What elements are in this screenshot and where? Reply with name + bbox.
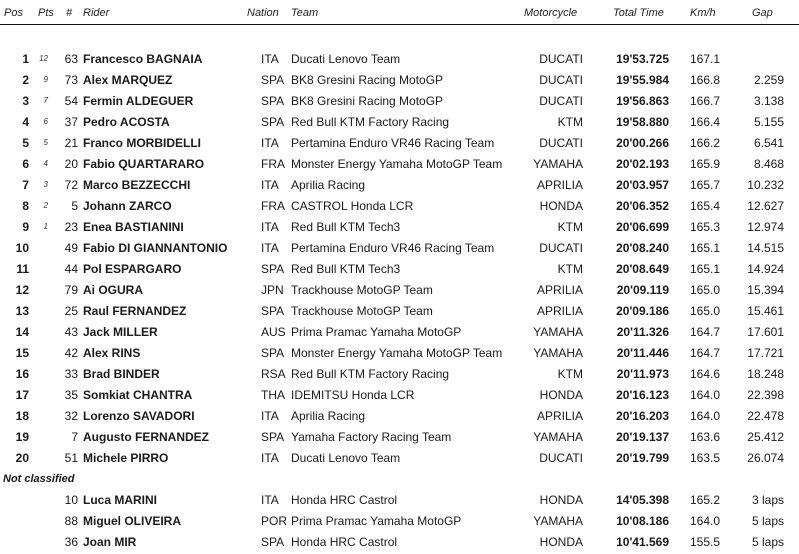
team-cell: Honda HRC Castrol	[291, 493, 398, 507]
speed-cell: 163.6	[690, 430, 721, 444]
motorcycle-cell: HONDA	[539, 535, 583, 549]
position-cell: 2	[22, 73, 29, 87]
rider-number-cell: 23	[64, 220, 78, 234]
nation-cell: ITA	[261, 136, 279, 150]
rider-name-cell: Miguel OLIVEIRA	[83, 514, 182, 528]
rider-name-cell: Pol ESPARGARO	[83, 262, 182, 276]
nation-cell: SPA	[261, 73, 285, 87]
header-team: Team	[291, 7, 319, 19]
rider-name-cell: Somkiat CHANTRA	[83, 388, 193, 402]
gap-cell: 15.394	[747, 283, 784, 297]
speed-cell: 164.6	[690, 367, 721, 381]
team-cell: Pertamina Enduro VR46 Racing Team	[291, 136, 495, 150]
rider-number-cell: 36	[64, 535, 78, 549]
motorcycle-cell: KTM	[557, 367, 583, 381]
position-cell: 4	[22, 115, 29, 129]
nation-cell: SPA	[261, 304, 285, 318]
rider-name-cell: Johann ZARCO	[83, 199, 172, 213]
motorcycle-cell: APRILIA	[536, 409, 583, 423]
nation-cell: ITA	[261, 241, 279, 255]
motorcycle-cell: APRILIA	[536, 283, 583, 297]
rider-name-cell: Ai OGURA	[83, 283, 143, 297]
header-divider	[0, 24, 799, 25]
nation-cell: ITA	[261, 451, 279, 465]
gap-cell: 25.412	[747, 430, 784, 444]
rider-name-cell: Alex RINS	[83, 346, 141, 360]
total-time-cell: 20'11.326	[616, 325, 669, 339]
nation-cell: ITA	[261, 178, 279, 192]
gap-cell: 3.138	[753, 94, 784, 108]
gap-cell: 5.155	[753, 115, 784, 129]
motorcycle-cell: YAMAHA	[533, 346, 583, 360]
total-time-cell: 20'16.203	[616, 409, 669, 423]
team-cell: Red Bull KTM Factory Racing	[291, 367, 450, 381]
motorcycle-cell: HONDA	[539, 199, 583, 213]
team-cell: Ducati Lenovo Team	[291, 52, 401, 66]
rider-number-cell: 37	[64, 115, 78, 129]
points-cell: 2	[43, 201, 48, 210]
nation-cell: ITA	[261, 220, 279, 234]
gap-cell: 8.468	[753, 157, 784, 171]
rider-name-cell: Augusto FERNANDEZ	[83, 430, 209, 444]
rider-number-cell: 10	[64, 493, 78, 507]
motorcycle-cell: HONDA	[539, 388, 583, 402]
gap-cell: 6.541	[753, 136, 784, 150]
position-cell: 10	[15, 241, 29, 255]
team-cell: Honda HRC Castrol	[291, 535, 398, 549]
team-cell: Trackhouse MotoGP Team	[291, 283, 433, 297]
rider-number-cell: 5	[71, 199, 78, 213]
rider-name-cell: Fabio QUARTARARO	[83, 157, 205, 171]
speed-cell: 166.7	[690, 94, 721, 108]
points-cell: 5	[43, 138, 48, 147]
total-time-cell: 20'09.186	[616, 304, 669, 318]
total-time-cell: 20'08.240	[616, 241, 669, 255]
total-time-cell: 19'53.725	[616, 52, 669, 66]
gap-cell: 17.601	[747, 325, 784, 339]
total-time-cell: 20'19.799	[616, 451, 669, 465]
rider-number-cell: 88	[64, 514, 78, 528]
motorcycle-cell: YAMAHA	[533, 325, 583, 339]
team-cell: Aprilia Racing	[291, 178, 366, 192]
position-cell: 14	[15, 325, 29, 339]
motorcycle-cell: KTM	[557, 115, 583, 129]
points-cell: 12	[39, 54, 48, 63]
rider-name-cell: Franco MORBIDELLI	[83, 136, 202, 150]
motorcycle-cell: KTM	[557, 262, 583, 276]
speed-cell: 165.0	[690, 283, 721, 297]
team-cell: Aprilia Racing	[291, 409, 366, 423]
nation-cell: POR	[261, 514, 288, 528]
speed-cell: 165.1	[690, 241, 721, 255]
rider-number-cell: 51	[64, 451, 78, 465]
position-cell: 7	[22, 178, 29, 192]
not-classified-heading: Not classified	[3, 473, 75, 485]
total-time-cell: 20'19.137	[616, 430, 669, 444]
header-motorcycle: Motorcycle	[524, 7, 578, 19]
team-cell: CASTROL Honda LCR	[291, 199, 414, 213]
team-cell: Monster Energy Yamaha MotoGP Team	[291, 157, 503, 171]
total-time-cell: 20'06.699	[616, 220, 669, 234]
rider-number-cell: 79	[64, 283, 78, 297]
rider-name-cell: Raul FERNANDEZ	[83, 304, 187, 318]
rider-number-cell: 42	[64, 346, 78, 360]
speed-cell: 165.2	[690, 493, 721, 507]
nation-cell: AUS	[261, 325, 286, 339]
position-cell: 9	[22, 220, 29, 234]
team-cell: Prima Pramac Yamaha MotoGP	[291, 514, 462, 528]
speed-cell: 164.7	[690, 325, 721, 339]
total-time-cell: 19'56.863	[616, 94, 669, 108]
nation-cell: SPA	[261, 535, 285, 549]
motorcycle-cell: YAMAHA	[533, 430, 583, 444]
rider-name-cell: Pedro ACOSTA	[83, 115, 170, 129]
motorcycle-cell: DUCATI	[539, 73, 583, 87]
gap-cell: 3 laps	[751, 493, 784, 507]
speed-cell: 164.0	[690, 388, 721, 402]
nation-cell: SPA	[261, 346, 285, 360]
total-time-cell: 20'00.266	[616, 136, 669, 150]
position-cell: 5	[22, 136, 29, 150]
motorcycle-cell: APRILIA	[536, 304, 583, 318]
rider-number-cell: 72	[64, 178, 78, 192]
total-time-cell: 19'55.984	[616, 73, 669, 87]
total-time-cell: 14'05.398	[616, 493, 669, 507]
speed-cell: 155.5	[690, 535, 721, 549]
rider-number-cell: 35	[64, 388, 78, 402]
total-time-cell: 10'41.569	[616, 535, 669, 549]
position-cell: 19	[15, 430, 29, 444]
nation-cell: SPA	[261, 262, 285, 276]
nation-cell: ITA	[261, 52, 279, 66]
team-cell: BK8 Gresini Racing MotoGP	[291, 94, 444, 108]
speed-cell: 165.9	[690, 157, 721, 171]
speed-cell: 163.5	[690, 451, 721, 465]
gap-cell: 2.259	[753, 73, 784, 87]
gap-cell: 14.924	[747, 262, 784, 276]
gap-cell: 17.721	[747, 346, 784, 360]
points-cell: 4	[43, 159, 48, 168]
header-gap: Gap	[752, 7, 773, 19]
nation-cell: ITA	[261, 409, 279, 423]
nation-cell: SPA	[261, 115, 285, 129]
gap-cell: 22.398	[747, 388, 784, 402]
nation-cell: FRA	[261, 157, 285, 171]
nation-cell: THA	[261, 388, 285, 402]
gap-cell: 26.074	[747, 451, 784, 465]
position-cell: 1	[22, 52, 29, 66]
gap-cell: 12.974	[747, 220, 784, 234]
position-cell: 13	[15, 304, 29, 318]
speed-cell: 164.0	[690, 514, 721, 528]
motorcycle-cell: DUCATI	[539, 94, 583, 108]
team-cell: Prima Pramac Yamaha MotoGP	[291, 325, 462, 339]
motorcycle-cell: YAMAHA	[533, 514, 583, 528]
total-time-cell: 20'03.957	[616, 178, 669, 192]
gap-cell: 12.627	[747, 199, 784, 213]
position-cell: 12	[15, 283, 29, 297]
rider-name-cell: Brad BINDER	[83, 367, 160, 381]
speed-cell: 165.0	[690, 304, 721, 318]
position-cell: 18	[15, 409, 29, 423]
gap-cell: 22.478	[747, 409, 784, 423]
speed-cell: 166.8	[690, 73, 721, 87]
speed-cell: 165.1	[690, 262, 721, 276]
rider-number-cell: 32	[64, 409, 78, 423]
team-cell: BK8 Gresini Racing MotoGP	[291, 73, 444, 87]
points-cell: 7	[43, 96, 48, 105]
motorcycle-cell: DUCATI	[539, 52, 583, 66]
total-time-cell: 20'16.123	[616, 388, 669, 402]
speed-cell: 164.0	[690, 409, 721, 423]
gap-cell: 10.232	[747, 178, 784, 192]
team-cell: IDEMITSU Honda LCR	[291, 388, 415, 402]
rider-name-cell: Enea BASTIANINI	[83, 220, 184, 234]
position-cell: 15	[15, 346, 29, 360]
rider-number-cell: 49	[64, 241, 78, 255]
nation-cell: ITA	[261, 493, 279, 507]
points-cell: 3	[43, 180, 48, 189]
header-nation: Nation	[247, 7, 279, 19]
header-pos: Pos	[4, 7, 23, 19]
points-cell: 1	[43, 222, 48, 231]
motorcycle-cell: YAMAHA	[533, 157, 583, 171]
nation-cell: RSA	[261, 367, 286, 381]
position-cell: 8	[22, 199, 29, 213]
rider-number-cell: 63	[64, 52, 78, 66]
nation-cell: FRA	[261, 199, 285, 213]
total-time-cell: 20'06.352	[616, 199, 669, 213]
team-cell: Monster Energy Yamaha MotoGP Team	[291, 346, 503, 360]
position-cell: 6	[22, 157, 29, 171]
gap-cell: 5 laps	[751, 535, 784, 549]
nation-cell: SPA	[261, 94, 285, 108]
position-cell: 20	[15, 451, 29, 465]
team-cell: Yamaha Factory Racing Team	[291, 430, 452, 444]
total-time-cell: 20'11.973	[616, 367, 669, 381]
motorcycle-cell: APRILIA	[536, 178, 583, 192]
team-cell: Red Bull KTM Factory Racing	[291, 115, 450, 129]
speed-cell: 166.4	[690, 115, 721, 129]
gap-cell: 5 laps	[751, 514, 784, 528]
rider-name-cell: Alex MARQUEZ	[83, 73, 173, 87]
total-time-cell: 20'08.649	[616, 262, 669, 276]
rider-number-cell: 21	[64, 136, 78, 150]
rider-name-cell: Fermin ALDEGUER	[83, 94, 194, 108]
speed-cell: 165.4	[690, 199, 721, 213]
team-cell: Pertamina Enduro VR46 Racing Team	[291, 241, 495, 255]
team-cell: Ducati Lenovo Team	[291, 451, 401, 465]
rider-number-cell: 25	[64, 304, 78, 318]
speed-cell: 165.3	[690, 220, 721, 234]
points-cell: 6	[43, 117, 48, 126]
header-total-time: Total Time	[613, 7, 664, 19]
header-speed: Km/h	[690, 7, 716, 19]
rider-name-cell: Joan MIR	[83, 535, 137, 549]
motorcycle-cell: DUCATI	[539, 136, 583, 150]
rider-number-cell: 33	[64, 367, 78, 381]
total-time-cell: 20'11.446	[616, 346, 669, 360]
header-pts: Pts	[38, 7, 54, 19]
rider-number-cell: 54	[64, 94, 78, 108]
total-time-cell: 20'09.119	[616, 283, 669, 297]
rider-number-cell: 43	[64, 325, 78, 339]
rider-name-cell: Fabio DI GIANNANTONIO	[83, 241, 228, 255]
position-cell: 11	[16, 262, 29, 276]
rider-name-cell: Lorenzo SAVADORI	[83, 409, 195, 423]
total-time-cell: 10'08.186	[616, 514, 669, 528]
rider-name-cell: Marco BEZZECCHI	[83, 178, 191, 192]
team-cell: Red Bull KTM Tech3	[291, 262, 401, 276]
rider-number-cell: 20	[64, 157, 78, 171]
points-cell: 9	[43, 75, 48, 84]
rider-number-cell: 7	[71, 430, 78, 444]
header-rider: Rider	[83, 7, 110, 19]
motorcycle-cell: HONDA	[539, 493, 583, 507]
gap-cell: 18.248	[747, 367, 784, 381]
nation-cell: SPA	[261, 430, 285, 444]
team-cell: Trackhouse MotoGP Team	[291, 304, 433, 318]
motorcycle-cell: DUCATI	[539, 241, 583, 255]
rider-name-cell: Jack MILLER	[83, 325, 158, 339]
team-cell: Red Bull KTM Tech3	[291, 220, 401, 234]
position-cell: 17	[15, 388, 29, 402]
motorcycle-cell: KTM	[557, 220, 583, 234]
gap-cell: 15.461	[747, 304, 784, 318]
speed-cell: 165.7	[690, 178, 721, 192]
rider-name-cell: Luca MARINI	[83, 493, 158, 507]
gap-cell: 14.515	[747, 241, 784, 255]
total-time-cell: 20'02.193	[616, 157, 669, 171]
rider-name-cell: Michele PIRRO	[83, 451, 169, 465]
speed-cell: 167.1	[690, 52, 721, 66]
speed-cell: 166.2	[690, 136, 721, 150]
header-num: #	[66, 7, 73, 19]
rider-number-cell: 44	[64, 262, 78, 276]
nation-cell: JPN	[261, 283, 284, 297]
speed-cell: 164.7	[690, 346, 721, 360]
position-cell: 3	[22, 94, 29, 108]
total-time-cell: 19'58.880	[616, 115, 669, 129]
rider-number-cell: 73	[64, 73, 78, 87]
position-cell: 16	[15, 367, 29, 381]
motorcycle-cell: DUCATI	[539, 451, 583, 465]
rider-name-cell: Francesco BAGNAIA	[83, 52, 203, 66]
